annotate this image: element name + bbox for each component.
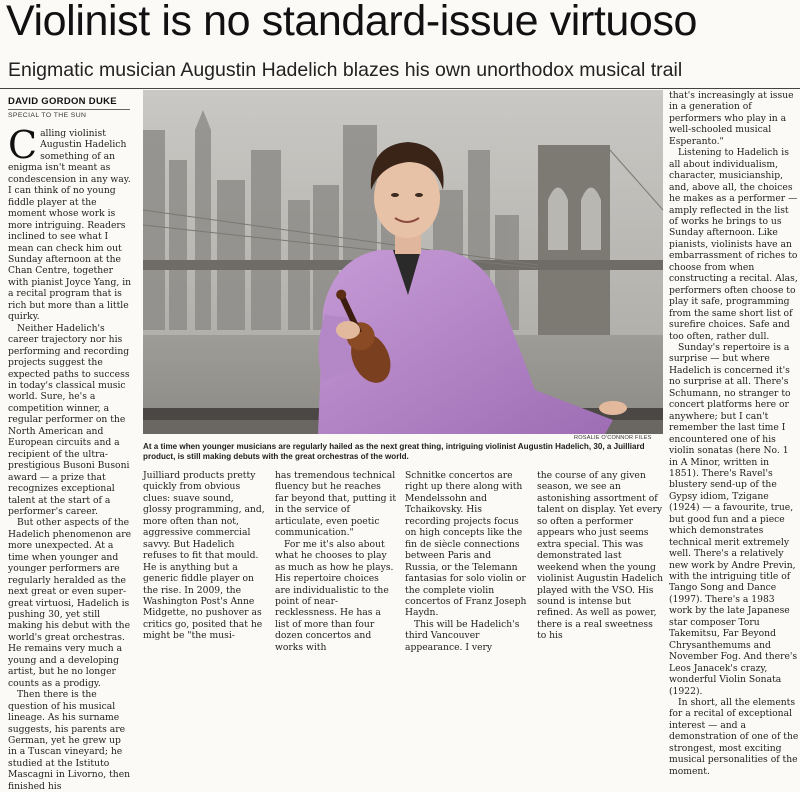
article-column-3 [275,470,397,653]
headline: Violinist is no standard-issue virtuoso [6,0,698,45]
paragraph: In short, all the elements for a recital of exceptional interest — and a demonstration of one of the strongest, most exciting musical personalities of the moment. [669,697,799,777]
paragraph: Listening to Hadelich is all about individualism, character, musicianship, and, above all, the choices he makes as a performer — amply reflected in the list of works he brings to us Sunday afternoon. Like pianists, violinists have an embarrassment of riches to choose from when constructing a recital. Alas, performers often choose to play it safe, programming from the same short list of surefire choices. Safe and too often, rather dull. [669,147,798,342]
paragraph: Neither Hadelich's career trajectory nor his performing and recording projects suggest the expected paths to success in today's classical music world. Sure, he's a competition winner, a regular performer on the North American and European circuits and a recipient of the ultra-prestigious Busoni Busoni award — a prize that recognizes exceptional talent at the start of a performer's career. [8,322,130,517]
paragraph-text: alling violinist Augustin Hadelich something of an enigma isn't meant as condescension in any way. I can think of no young fiddle player at the moment whose work is more intriguing. Readers inclined to see what I mean can check him out Sunday afternoon at the Chan Centre, together with pianist Joyce Yang, in a recital program that is rich but more than a little quirky. [8,128,132,323]
paragraph: that's increasingly at issue in a generation of performers who play in a well-schooled musical Esperanto." [669,90,794,147]
byline-rule [8,109,130,110]
paragraph: Sunday's repertoire is a surprise — but where Hadelich is concerned it's no surprise at all. There's Schumann, no stranger to concert platforms here or anywhere; but I can't remember the last time I encountered one of his violin sonatas (here No. 1 in A Minor, written in 1851). There's Ravel's blustery send-up of the Gypsy idiom, Tzigane (1924) — a favourite, true, but good fun and a piece which demonstrates technical merit extremely well. There's a relatively new work by Andre Previn, with the intriguing title of Tango Song and Dance (1997). There's a 1983 work by the late Japanese star composer Toru Takemitsu, Far Beyond Chrysanthemums and November Fog. And there's Leos Janacek's crazy, wonderful Violin Sonata (1922). [669,341,798,697]
photo-caption: At a time when younger musicians are regularly hailed as the next great thing, intriguing violinist Augustin Hadelich, 30, a Juilliard product, is still making debuts with the great orchestras of the world. [143,442,645,462]
paragraph: the course of any given season, we see an astonishing assortment of talent on display. Yet every so often a performer appears who just seems extra special. This was demonstrated last weekend when the young violinist Augustin Hadelich played with the VSO. His sound is intense but refined. As well as power, there is a real sweetness to his [537,470,664,642]
article-column-1 [8,123,132,792]
paragraph: has tremendous technical fluency but he reaches far beyond that, putting it in the service of articulate, even poetic communication." [275,470,397,539]
header-rule [0,88,800,89]
paragraph: For me it's also about what he chooses to play as much as how he plays. His repertoire choices are individualistic to the point of near-recklessness. He has a list of more than four dozen concertos and works with [275,538,394,653]
byline-affiliation: SPECIAL TO THE SUN [8,112,87,119]
paragraph: But other aspects of the Hadelich phenomenon are more unexpected. At a time when younger and younger performers are regularly heralded as the next great or even super-great virtuosi, Hadelich is pushing 30, yet still making his debut with the world's great orchestras. He remains very much a young and a developing artist, but he no longer counts as a prodigy. [8,517,132,689]
paragraph: Schnitke concertos are right up there along with Mendelssohn and Tchaikovsky. His recording projects focus on high concepts like the fin de siècle connections between Paris and Russia, or the Telemann fantasias for solo violin or the complete violin concertos of Franz Joseph Haydn. [405,470,527,619]
drop-cap: C [8,123,38,167]
paragraph [8,123,132,323]
photo-credit: ROSALIE O'CONNOR FILES [574,435,652,441]
paragraph: This will be Hadelich's third Vancouver appearance. I very [405,618,520,653]
paragraph: Juilliard products pretty quickly from obvious clues: suave sound, glossy programming, and, more often than not, aggressive commercial savvy. But Hadelich refuses to fit that mould. He is anything but a generic fiddle player on the rise. In 2009, the Washington Post's Anne Midgette, no pushover as critics go, posited that he might be "the musi- [143,470,265,642]
byline: DAVID GORDON DUKE [8,96,117,107]
article-column-5 [537,470,664,642]
photo-violinist [143,90,663,434]
deck-subheadline: Enigmatic musician Augustin Hadelich blazes his own unorthodox musical trail [8,59,683,81]
article-column-2 [143,470,265,642]
article-column-4 [405,470,527,653]
article-column-6 [669,90,800,777]
paragraph: Then there is the question of his musical lineage. As his surname suggests, his parents are German, yet he grew up in a Tuscan vineyard; he studied at the Istituto Mascagni in Livorno, then finished his [8,689,131,792]
